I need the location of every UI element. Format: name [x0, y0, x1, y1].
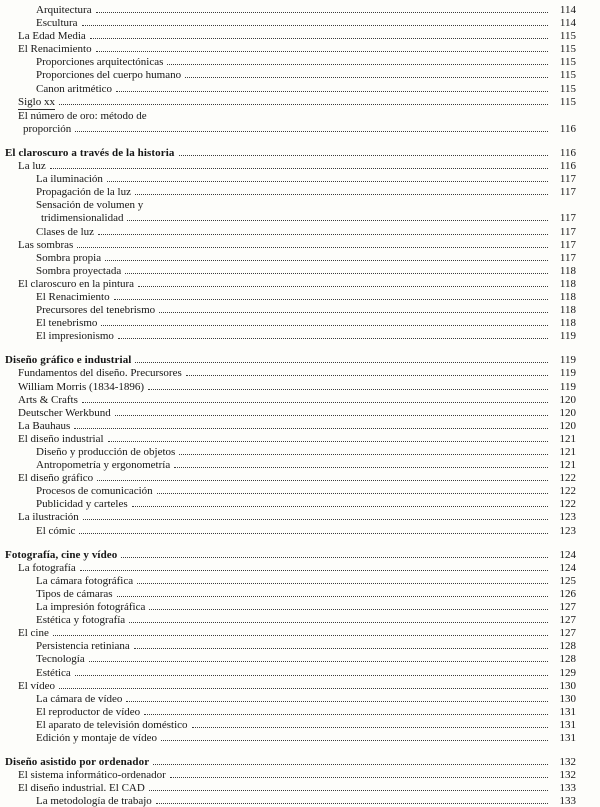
dot-leader	[105, 260, 548, 261]
toc-entry-page: 123	[559, 524, 576, 537]
toc-entry	[5, 433, 576, 446]
toc-entry	[5, 226, 576, 239]
toc-entry	[5, 69, 576, 82]
toc-entry-line1	[5, 110, 576, 123]
dot-leader	[82, 25, 548, 26]
toc-entry	[5, 498, 576, 511]
toc-entry-page: 133	[559, 782, 576, 795]
toc-entry-label: Arquitectura	[36, 4, 92, 16]
dot-leader	[117, 596, 548, 597]
toc-entry-page: 128	[559, 640, 576, 653]
dot-leader	[97, 480, 548, 481]
toc-entry	[5, 367, 576, 380]
toc-entry-page: 133	[559, 795, 576, 807]
toc-entry-label: Estética	[36, 666, 71, 679]
dot-leader	[148, 389, 548, 390]
toc-entry	[5, 265, 576, 278]
toc-entry-page: 114	[559, 17, 576, 30]
dot-leader	[82, 402, 548, 403]
toc-entry-label: Sombra proyectada	[36, 264, 122, 277]
toc-entry	[5, 56, 576, 69]
toc-entry	[5, 186, 576, 199]
toc-entry	[5, 562, 576, 575]
toc-entry	[5, 614, 576, 627]
toc-entry-label: Siglo xx	[18, 96, 55, 110]
dot-leader	[137, 583, 548, 584]
dot-leader	[170, 777, 548, 778]
toc-entry-page: 131	[559, 705, 576, 718]
toc-entry	[5, 706, 576, 719]
toc-entry-page: 122	[559, 498, 576, 511]
toc-entry-label: La impresión fotográfica	[36, 601, 146, 614]
toc-entry-label: La metodología de trabajo	[36, 795, 152, 807]
toc-entry-label: Fotografía, cine y vídeo	[5, 548, 118, 561]
toc-entry	[5, 680, 576, 693]
dot-leader	[174, 467, 548, 468]
toc-entry-page: 119	[559, 354, 576, 367]
toc-entry-label: Clases de luz	[36, 225, 95, 238]
toc-entry-label: La Bauhaus	[18, 419, 71, 432]
toc-entry-page: 115	[559, 43, 576, 56]
dot-leader	[96, 12, 548, 13]
dot-leader	[132, 506, 548, 507]
dot-leader	[118, 338, 548, 339]
toc-entry-label: El diseño industrial. El CAD	[18, 782, 145, 795]
toc-entry-page: 119	[559, 380, 576, 393]
toc-entry-page: 117	[559, 186, 576, 199]
toc-entry-page: 116	[559, 160, 576, 173]
toc-entry-page: 116	[559, 122, 576, 135]
dot-leader	[156, 803, 548, 804]
dot-leader	[159, 312, 548, 313]
toc-entry	[5, 588, 576, 601]
dot-leader	[185, 77, 548, 78]
toc-entry	[5, 407, 576, 420]
dot-leader	[89, 661, 548, 662]
toc-entry-page: 119	[559, 367, 576, 380]
toc-entry-page: 126	[559, 587, 576, 600]
toc-entry-page: 118	[559, 264, 576, 277]
toc-entry-page: 120	[559, 406, 576, 419]
dot-leader	[80, 570, 548, 571]
toc-entry-label: El reproductor de vídeo	[36, 705, 141, 718]
dot-leader	[50, 168, 548, 169]
toc-entry-page: 123	[559, 511, 576, 524]
toc-entry	[5, 446, 576, 459]
toc-entry	[5, 525, 576, 538]
toc-entry-page: 121	[559, 432, 576, 445]
dot-leader	[135, 362, 548, 363]
toc-entry	[5, 96, 576, 110]
section-gap	[5, 538, 576, 549]
toc-entry-page: 117	[559, 251, 576, 264]
toc-entry	[5, 304, 576, 317]
dot-leader	[121, 557, 548, 558]
toc-entry	[5, 239, 576, 252]
dot-leader	[179, 155, 549, 156]
toc-entry-label: El cómic	[36, 524, 76, 537]
dot-leader	[98, 234, 548, 235]
toc-entry	[5, 160, 576, 173]
toc-entry-label: Procesos de comunicación	[36, 485, 153, 498]
toc-entry-label-continued: tridimensionalidad	[41, 212, 124, 225]
section-gap	[5, 745, 576, 756]
toc-entry-line2	[5, 212, 576, 225]
toc-entry-label: Canon aritmético	[36, 82, 113, 95]
toc-entry-label: Diseño asistido por ordenador	[5, 756, 150, 769]
toc-entry-label: La fotografía	[18, 561, 76, 574]
toc-entry-page: 131	[559, 731, 576, 744]
toc-entry-label: Fundamentos del diseño. Precursores	[18, 367, 182, 380]
dot-leader	[157, 493, 548, 494]
toc-entry	[5, 782, 576, 795]
toc-entry-label: La Edad Media	[18, 30, 86, 43]
toc-entry-label: Estética y fotografía	[36, 614, 126, 627]
toc-entry	[5, 317, 576, 330]
toc-entry-label: Persistencia retiniana	[36, 640, 130, 653]
dot-leader	[161, 740, 548, 741]
toc-entry-page: 129	[559, 666, 576, 679]
dot-leader	[153, 764, 548, 765]
toc-entry	[5, 511, 576, 524]
toc-entry	[5, 459, 576, 472]
toc-entry-page: 115	[559, 69, 576, 82]
toc-entry-label: Arts & Crafts	[18, 393, 78, 406]
toc-entry	[5, 420, 576, 433]
toc-entry-page: 127	[559, 601, 576, 614]
dot-leader	[179, 454, 548, 455]
toc-entry-label: Precursores del tenebrismo	[36, 304, 156, 317]
dot-leader	[129, 622, 548, 623]
dot-leader	[74, 428, 548, 429]
toc-entry-label: William Morris (1834-1896)	[18, 380, 145, 393]
toc-entry-page: 121	[559, 459, 576, 472]
toc-entry-line1	[5, 199, 576, 212]
toc-entry-label: Sensación de volumen y	[36, 199, 144, 212]
toc-entry-label: El diseño industrial	[18, 432, 104, 445]
toc-entry-page: 132	[559, 756, 576, 769]
toc-entry	[5, 472, 576, 485]
toc-entry-page: 118	[559, 277, 576, 290]
toc-entry-page: 124	[559, 548, 576, 561]
toc-entry	[5, 640, 576, 653]
toc-entry-label: El claroscuro en la pintura	[18, 277, 135, 290]
toc-entry	[5, 627, 576, 640]
dot-leader	[135, 194, 548, 195]
dot-leader	[125, 273, 548, 274]
dot-leader	[186, 375, 548, 376]
toc-entry	[5, 173, 576, 186]
toc-entry-page: 115	[559, 82, 576, 95]
toc-entry-label: La cámara fotográfica	[36, 574, 134, 587]
toc-entry-page: 125	[559, 574, 576, 587]
dot-leader	[59, 688, 548, 689]
toc-entry-label: El número de oro: método de	[18, 109, 147, 122]
dot-leader	[79, 533, 548, 534]
toc-entry-label: Las sombras	[18, 238, 74, 251]
toc-entry	[5, 732, 576, 745]
toc-entry-label: El claroscuro a través de la historia	[5, 146, 175, 159]
toc-entry-page: 121	[559, 446, 576, 458]
dot-leader	[90, 38, 548, 39]
toc-entry-page: 118	[559, 304, 576, 317]
toc-entry	[5, 795, 576, 807]
toc-entry	[5, 756, 576, 769]
toc-entry-label: La iluminación	[36, 173, 103, 186]
toc-entry-page: 117	[559, 225, 576, 238]
toc-entry-label: El vídeo	[18, 679, 55, 692]
toc-entry	[5, 30, 576, 43]
dot-leader	[75, 131, 548, 132]
toc-entry-page: 119	[559, 330, 576, 343]
dot-leader	[83, 519, 548, 520]
toc-entry-label: El diseño gráfico	[18, 472, 94, 485]
toc-entry-page: 118	[559, 290, 576, 303]
toc-entry-label: La ilustración	[18, 511, 79, 524]
toc-entry-label: Diseño gráfico e industrial	[5, 354, 132, 367]
toc-entry	[5, 43, 576, 56]
dot-leader	[115, 415, 548, 416]
dot-leader	[59, 104, 548, 105]
toc-entry-label: El impresionismo	[36, 330, 114, 343]
toc-entry-label: Proporciones del cuerpo humano	[36, 69, 182, 82]
toc-entry-page: 130	[559, 692, 576, 705]
toc-entry	[5, 575, 576, 588]
toc-entry	[5, 693, 576, 706]
toc-entry-page: 114	[559, 4, 576, 16]
toc-entry-page: 117	[559, 212, 576, 225]
toc-entry-page: 127	[559, 614, 576, 627]
section-gap	[5, 136, 576, 147]
dot-leader	[144, 714, 548, 715]
toc-entry-page: 132	[559, 769, 576, 782]
section-gap	[5, 343, 576, 354]
toc-entry	[5, 83, 576, 96]
dot-leader	[75, 675, 548, 676]
dot-leader	[114, 299, 548, 300]
dot-leader	[96, 51, 548, 52]
toc-entry-label: Propagación de la luz	[36, 186, 131, 199]
toc-entry-page: 122	[559, 485, 576, 498]
toc-entry-page: 120	[559, 393, 576, 406]
toc-entry	[5, 354, 576, 367]
toc-entry-label: El aparato de televisión doméstico	[36, 718, 188, 731]
dot-leader	[77, 247, 548, 248]
dot-leader	[167, 64, 548, 65]
toc-entry-page: 115	[559, 95, 576, 108]
toc-entry	[5, 653, 576, 666]
toc-entry-label: Proporciones arquitectónicas	[36, 56, 164, 69]
toc-entry-label: Sombra propia	[36, 251, 102, 264]
toc-entry-label: El Renacimiento	[18, 43, 92, 56]
toc-entry	[5, 601, 576, 614]
toc-entry	[5, 147, 576, 160]
toc-entry-page: 127	[559, 627, 576, 640]
dot-leader	[126, 701, 548, 702]
toc-entry-line2	[5, 123, 576, 136]
toc-entry-page: 124	[559, 561, 576, 574]
toc-entry-page: 122	[559, 472, 576, 485]
dot-leader	[108, 441, 548, 442]
dot-leader	[107, 181, 548, 182]
dot-leader	[127, 220, 548, 221]
dot-leader	[138, 286, 548, 287]
toc-entry-label: Publicidad y carteles	[36, 498, 128, 511]
toc-entry-list	[5, 4, 576, 807]
toc-entry-label: El Renacimiento	[36, 290, 110, 303]
dot-leader	[101, 325, 548, 326]
toc-entry-label: Diseño y producción de objetos	[36, 446, 176, 458]
toc-entry	[5, 291, 576, 304]
toc-entry-label: La luz	[18, 160, 46, 173]
toc-entry-label: La cámara de vídeo	[36, 692, 123, 705]
toc-entry	[5, 667, 576, 680]
dot-leader	[149, 609, 548, 610]
toc-entry	[5, 394, 576, 407]
dot-leader	[116, 91, 548, 92]
toc-entry-label: El cine	[18, 627, 49, 640]
toc-entry-page: 115	[559, 56, 576, 69]
toc-entry	[5, 381, 576, 394]
toc-entry-label-continued: proporción	[23, 122, 72, 135]
toc-entry-label: Escultura	[36, 17, 78, 30]
toc-entry-label: Tipos de cámaras	[36, 587, 113, 600]
toc-entry-page: 120	[559, 419, 576, 432]
dot-leader	[53, 635, 548, 636]
dot-leader	[134, 648, 548, 649]
toc-entry-page: 131	[559, 718, 576, 731]
toc-entry	[5, 549, 576, 562]
toc-entry-page: 128	[559, 653, 576, 666]
toc-entry	[5, 330, 576, 343]
dot-leader	[192, 727, 548, 728]
dot-leader	[149, 790, 548, 791]
toc-entry	[5, 769, 576, 782]
toc-entry-page: 117	[559, 173, 576, 186]
toc-entry	[5, 719, 576, 732]
toc-entry	[5, 278, 576, 291]
toc-entry-page: 115	[559, 30, 576, 43]
toc-entry	[5, 17, 576, 30]
toc-entry-label: Antropometría y ergonometría	[36, 459, 171, 472]
toc-entry-label: El sistema informático-ordenador	[18, 769, 166, 782]
toc-entry-label: Tecnología	[36, 653, 85, 666]
toc-entry-label: Deutscher Werkbund	[18, 406, 111, 419]
toc-entry-label: Edición y montaje de vídeo	[36, 731, 157, 744]
toc-entry-page: 116	[559, 146, 576, 159]
toc-entry-page: 117	[559, 238, 576, 251]
toc-entry-label: El tenebrismo	[36, 317, 98, 330]
toc-entry	[5, 252, 576, 265]
toc-entry-page: 118	[559, 317, 576, 330]
toc-entry	[5, 485, 576, 498]
toc-entry-page: 130	[559, 679, 576, 692]
toc-entry	[5, 4, 576, 17]
